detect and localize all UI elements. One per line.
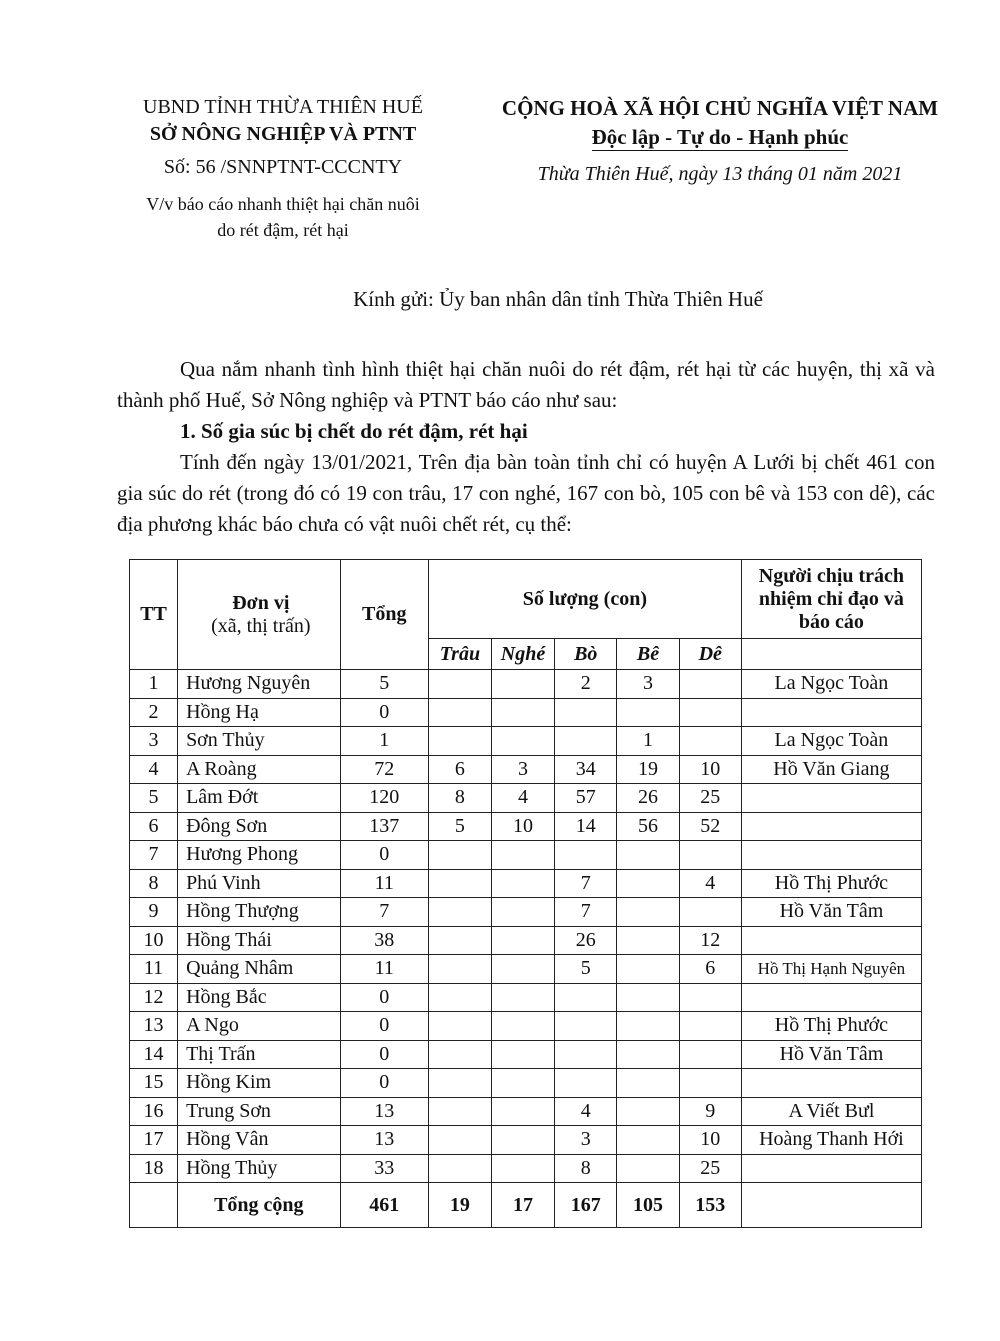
cell-total: 0 xyxy=(340,983,428,1012)
cell-trau xyxy=(428,955,491,984)
cell-de xyxy=(679,1040,741,1069)
cell-be: 26 xyxy=(617,784,679,813)
cell-nghe: 4 xyxy=(491,784,554,813)
cell-de xyxy=(679,670,741,699)
document-subject xyxy=(108,191,458,243)
cell-unit: Quảng Nhâm xyxy=(178,955,341,984)
cell-de xyxy=(679,727,741,756)
cell-responsible: La Ngọc Toàn xyxy=(741,670,921,699)
cell-bo: 5 xyxy=(555,955,617,984)
cell-responsible xyxy=(741,1069,921,1098)
cell-responsible xyxy=(741,841,921,870)
cell-responsible: Hồ Văn Giang xyxy=(741,755,921,784)
cell-tt: 18 xyxy=(130,1154,178,1183)
recipient-line: Kính gửi: Ủy ban nhân dân tỉnh Thừa Thiên Huế xyxy=(353,287,763,311)
national-header-block xyxy=(470,94,970,189)
cell-unit: Thị Trấn xyxy=(178,1040,341,1069)
cell-tt: 14 xyxy=(130,1040,178,1069)
cell-unit: Hồng Thượng xyxy=(178,898,341,927)
cell-de xyxy=(679,841,741,870)
cell-responsible: Hồ Văn Tâm xyxy=(741,1040,921,1069)
cell-responsible xyxy=(741,926,921,955)
cell-total: 7 xyxy=(340,898,428,927)
cell-bo: 4 xyxy=(555,1097,617,1126)
cell-bo xyxy=(555,983,617,1012)
section-1-paragraph: Tính đến ngày 13/01/2021, Trên địa bàn toàn tỉnh chỉ có huyện A Lưới bị chết 461 con gia súc do rét (trong đó có 19 con trâu, 17 con nghé, 167 con bò, 105 con bê và 153 con dê), các địa phương khác báo chưa có vật nuôi chết rét, cụ thể: xyxy=(117,450,935,536)
header-quantity: Số lượng (con) xyxy=(428,560,741,639)
cell-be xyxy=(617,1012,679,1041)
header-bo: Bò xyxy=(555,639,617,670)
table-row xyxy=(130,898,922,927)
table-row xyxy=(130,1097,922,1126)
cell-trau: 5 xyxy=(428,812,491,841)
cell-de xyxy=(679,983,741,1012)
cell-bo: 2 xyxy=(555,670,617,699)
cell-total: 0 xyxy=(340,1040,428,1069)
cell-tt: 15 xyxy=(130,1069,178,1098)
cell-nghe xyxy=(491,841,554,870)
cell-bo xyxy=(555,1012,617,1041)
place-and-date: Thừa Thiên Huế, ngày 13 tháng 01 năm 2021 xyxy=(537,163,903,185)
cell-total: 5 xyxy=(340,670,428,699)
cell-tt: 8 xyxy=(130,869,178,898)
cell-de: 9 xyxy=(679,1097,741,1126)
cell-responsible xyxy=(741,812,921,841)
table-row xyxy=(130,1069,922,1098)
table-body xyxy=(130,670,922,1183)
cell-trau xyxy=(428,926,491,955)
cell-unit: Hồng Bắc xyxy=(178,983,341,1012)
table-row xyxy=(130,1126,922,1155)
cell-unit: A Ngo xyxy=(178,1012,341,1041)
cell-trau xyxy=(428,1097,491,1126)
cell-be: 56 xyxy=(617,812,679,841)
header-total: Tổng xyxy=(340,560,428,670)
cell-total: 72 xyxy=(340,755,428,784)
cell-nghe xyxy=(491,898,554,927)
cell-trau: 6 xyxy=(428,755,491,784)
cell-unit: A Roàng xyxy=(178,755,341,784)
section-1-heading: 1. Số gia súc bị chết do rét đậm, rét hại xyxy=(180,419,528,443)
header-be: Bê xyxy=(617,639,679,670)
cell-total: 120 xyxy=(340,784,428,813)
cell-tt: 1 xyxy=(130,670,178,699)
header-responsible-blank xyxy=(741,639,921,670)
cell-be: 19 xyxy=(617,755,679,784)
cell-responsible xyxy=(741,784,921,813)
cell-total: 0 xyxy=(340,1069,428,1098)
cell-tt: 11 xyxy=(130,955,178,984)
cell-responsible xyxy=(741,698,921,727)
cell-total: 0 xyxy=(340,841,428,870)
cell-unit: Hồng Thủy xyxy=(178,1154,341,1183)
cell-trau xyxy=(428,898,491,927)
cell-trau xyxy=(428,1126,491,1155)
cell-bo: 8 xyxy=(555,1154,617,1183)
cell-trau xyxy=(428,670,491,699)
authority-name: UBND TỈNH THỪA THIÊN HUẾ xyxy=(143,96,423,118)
cell-nghe xyxy=(491,1069,554,1098)
cell-bo: 26 xyxy=(555,926,617,955)
cell-tt: 3 xyxy=(130,727,178,756)
cell-total: 38 xyxy=(340,926,428,955)
cell-responsible: Hồ Văn Tâm xyxy=(741,898,921,927)
intro-paragraph: Qua nắm nhanh tình hình thiệt hại chăn nuôi do rét đậm, rét hại từ các huyện, thị xã và thành phố Huế, Sở Nông nghiệp và PTNT báo cáo như sau: xyxy=(117,357,935,412)
cell-trau xyxy=(428,1012,491,1041)
cell-de: 12 xyxy=(679,926,741,955)
cell-tt: 5 xyxy=(130,784,178,813)
cell-total: 0 xyxy=(340,698,428,727)
cell-bo: 7 xyxy=(555,898,617,927)
cell-total: 13 xyxy=(340,1097,428,1126)
cell-unit: Phú Vinh xyxy=(178,869,341,898)
cell-responsible: Hồ Thị Phước xyxy=(741,1012,921,1041)
table-row xyxy=(130,670,922,699)
subject-line-2: do rét đậm, rét hại xyxy=(217,220,349,240)
national-title: CỘNG HOÀ XÃ HỘI CHỦ NGHĨA VIỆT NAM xyxy=(501,96,939,120)
cell-bo xyxy=(555,841,617,870)
cell-tt: 9 xyxy=(130,898,178,927)
cell-bo xyxy=(555,1069,617,1098)
cell-trau xyxy=(428,1069,491,1098)
cell-unit: Hồng Thái xyxy=(178,926,341,955)
cell-nghe xyxy=(491,1154,554,1183)
cell-tt: 17 xyxy=(130,1126,178,1155)
cell-be xyxy=(617,1069,679,1098)
cell-de: 52 xyxy=(679,812,741,841)
table-row xyxy=(130,812,922,841)
document-body xyxy=(117,354,935,540)
cell-tt: 2 xyxy=(130,698,178,727)
cell-tt: 12 xyxy=(130,983,178,1012)
cell-de xyxy=(679,1069,741,1098)
cell-nghe xyxy=(491,955,554,984)
table-row xyxy=(130,841,922,870)
cell-bo: 57 xyxy=(555,784,617,813)
cell-be xyxy=(617,926,679,955)
cell-trau xyxy=(428,841,491,870)
cell-be: 1 xyxy=(617,727,679,756)
cell-nghe: 3 xyxy=(491,755,554,784)
table-row xyxy=(130,698,922,727)
cell-de: 4 xyxy=(679,869,741,898)
table-row xyxy=(130,1040,922,1069)
department-name-text: SỞ NÔNG NGHIỆP VÀ PTNT xyxy=(149,123,417,145)
cell-bo xyxy=(555,727,617,756)
cell-unit: Hồng Kim xyxy=(178,1069,341,1098)
table-row xyxy=(130,926,922,955)
cell-de xyxy=(679,1012,741,1041)
cell-bo xyxy=(555,698,617,727)
cell-trau xyxy=(428,983,491,1012)
total-resp-blank xyxy=(741,1183,921,1228)
cell-be xyxy=(617,1040,679,1069)
cell-be xyxy=(617,983,679,1012)
cell-tt: 6 xyxy=(130,812,178,841)
total-be: 105 xyxy=(617,1183,679,1228)
cell-bo: 3 xyxy=(555,1126,617,1155)
cell-trau xyxy=(428,869,491,898)
cell-total: 33 xyxy=(340,1154,428,1183)
table-header-row xyxy=(130,560,922,639)
livestock-loss-table xyxy=(129,559,922,1228)
cell-total: 1 xyxy=(340,727,428,756)
table-total-row xyxy=(130,1183,922,1228)
cell-trau xyxy=(428,1154,491,1183)
cell-de xyxy=(679,698,741,727)
cell-be xyxy=(617,898,679,927)
cell-trau xyxy=(428,1040,491,1069)
total-label: Tổng cộng xyxy=(178,1183,341,1228)
cell-responsible xyxy=(741,983,921,1012)
cell-be xyxy=(617,698,679,727)
document-number: Số: 56 /SNNPTNT-CCCNTY xyxy=(163,156,403,178)
cell-responsible xyxy=(741,1154,921,1183)
national-motto: Độc lập - Tự do - Hạnh phúc xyxy=(591,125,849,149)
table-row xyxy=(130,784,922,813)
cell-de: 10 xyxy=(679,1126,741,1155)
cell-nghe xyxy=(491,1126,554,1155)
table-row xyxy=(130,727,922,756)
cell-nghe xyxy=(491,983,554,1012)
cell-total: 137 xyxy=(340,812,428,841)
total-all: 461 xyxy=(340,1183,428,1228)
cell-nghe xyxy=(491,1097,554,1126)
header-responsible: Người chịu trách nhiệm chỉ đạo và báo cáo xyxy=(741,560,921,639)
header-tt: TT xyxy=(130,560,178,670)
cell-responsible: A Viết Bưl xyxy=(741,1097,921,1126)
cell-be: 3 xyxy=(617,670,679,699)
table-row xyxy=(130,983,922,1012)
cell-bo: 34 xyxy=(555,755,617,784)
cell-nghe xyxy=(491,698,554,727)
cell-nghe xyxy=(491,727,554,756)
cell-trau xyxy=(428,698,491,727)
header-nghe: Nghé xyxy=(491,639,554,670)
department-name xyxy=(108,121,458,148)
cell-be xyxy=(617,1097,679,1126)
cell-de: 10 xyxy=(679,755,741,784)
issuing-authority-block xyxy=(108,94,458,243)
cell-nghe xyxy=(491,926,554,955)
header-unit-sub: (xã, thị trấn) xyxy=(211,614,311,637)
cell-unit: Đông Sơn xyxy=(178,812,341,841)
cell-bo: 7 xyxy=(555,869,617,898)
header-de: Dê xyxy=(679,639,741,670)
cell-nghe xyxy=(491,869,554,898)
cell-be xyxy=(617,955,679,984)
cell-responsible: Hoàng Thanh Hới xyxy=(741,1126,921,1155)
cell-de: 25 xyxy=(679,1154,741,1183)
cell-nghe xyxy=(491,1040,554,1069)
cell-tt: 13 xyxy=(130,1012,178,1041)
table-row xyxy=(130,869,922,898)
cell-unit: Hương Phong xyxy=(178,841,341,870)
cell-tt: 16 xyxy=(130,1097,178,1126)
cell-be xyxy=(617,1154,679,1183)
cell-trau: 8 xyxy=(428,784,491,813)
cell-bo xyxy=(555,1040,617,1069)
total-nghe: 17 xyxy=(491,1183,554,1228)
header-trau: Trâu xyxy=(428,639,491,670)
cell-responsible: Hồ Thị Hạnh Nguyên xyxy=(741,955,921,984)
header-unit xyxy=(178,560,341,670)
cell-tt: 4 xyxy=(130,755,178,784)
table-row xyxy=(130,1012,922,1041)
cell-be xyxy=(617,841,679,870)
cell-responsible: La Ngọc Toàn xyxy=(741,727,921,756)
total-trau: 19 xyxy=(428,1183,491,1228)
header-unit-label: Đơn vị xyxy=(232,591,290,614)
table-row xyxy=(130,955,922,984)
cell-bo: 14 xyxy=(555,812,617,841)
cell-be xyxy=(617,869,679,898)
table-row xyxy=(130,1154,922,1183)
cell-nghe xyxy=(491,1012,554,1041)
cell-de: 25 xyxy=(679,784,741,813)
cell-unit: Sơn Thủy xyxy=(178,727,341,756)
total-tt-blank xyxy=(130,1183,178,1228)
total-de: 153 xyxy=(679,1183,741,1228)
cell-unit: Hương Nguyên xyxy=(178,670,341,699)
cell-de: 6 xyxy=(679,955,741,984)
cell-unit: Trung Sơn xyxy=(178,1097,341,1126)
cell-total: 11 xyxy=(340,955,428,984)
cell-total: 11 xyxy=(340,869,428,898)
cell-trau xyxy=(428,727,491,756)
cell-unit: Lâm Đớt xyxy=(178,784,341,813)
cell-de xyxy=(679,898,741,927)
cell-nghe: 10 xyxy=(491,812,554,841)
cell-be xyxy=(617,1126,679,1155)
table-row xyxy=(130,755,922,784)
total-bo: 167 xyxy=(555,1183,617,1228)
cell-responsible: Hồ Thị Phước xyxy=(741,869,921,898)
cell-tt: 7 xyxy=(130,841,178,870)
cell-total: 0 xyxy=(340,1012,428,1041)
cell-unit: Hồng Hạ xyxy=(178,698,341,727)
subject-line-1: V/v báo cáo nhanh thiệt hại chăn nuôi xyxy=(146,194,420,214)
cell-unit: Hồng Vân xyxy=(178,1126,341,1155)
cell-nghe xyxy=(491,670,554,699)
cell-tt: 10 xyxy=(130,926,178,955)
cell-total: 13 xyxy=(340,1126,428,1155)
